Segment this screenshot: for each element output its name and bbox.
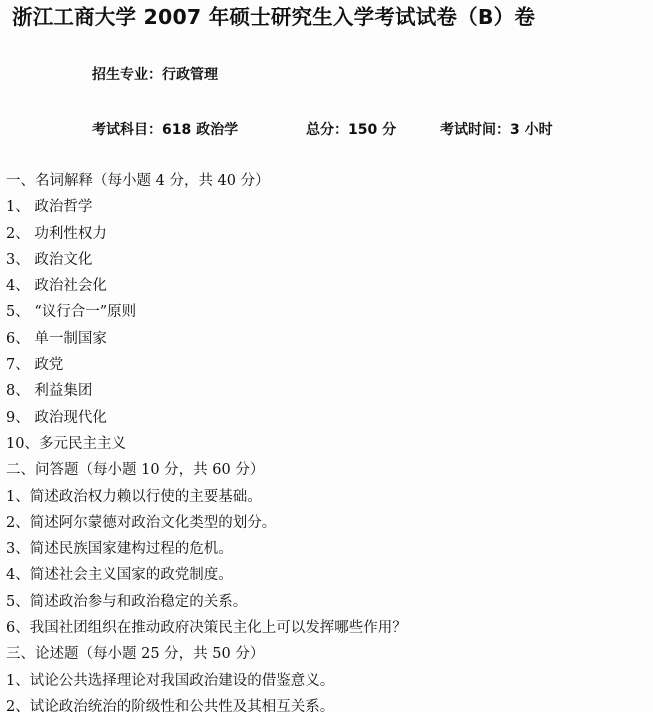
question-item: 6、我国社团组织在推动政府决策民主化上可以发挥哪些作用？ [6,620,407,637]
exam-total-score: 总分：150 分 [306,122,397,138]
question-item: 3、简述民族国家建构过程的危机。 [6,541,233,558]
question-item: 1、简述政治权力赖以行使的主要基础。 [6,488,262,505]
question-item: 1、 政治哲学 [6,199,93,216]
section-heading-short-answer: 二、问答题（每小题 10 分，共 60 分） [6,462,265,479]
question-item: 4、简述社会主义国家的政党制度。 [6,567,233,584]
exam-meta-row [92,120,632,140]
question-item: 3、 政治文化 [6,251,93,268]
question-item: 6、 单一制国家 [6,330,107,347]
question-item: 7、 政党 [6,357,64,374]
question-item: 10、多元民主主义 [6,435,126,452]
exam-major: 招生专业：行政管理 [92,67,218,83]
question-item: 9、 政治现代化 [6,409,107,426]
question-item: 4、 政治社会化 [6,278,107,295]
question-item: 5、简述政治参与和政治稳定的关系。 [6,593,248,610]
question-item: 2、简述阿尔蒙德对政治文化类型的划分。 [6,514,277,531]
question-item: 5、 “议行合一”原则 [6,304,137,321]
question-item: 2、 功利性权力 [6,225,107,242]
section-heading-essay: 三、论述题（每小题 25 分，共 50 分） [6,646,265,663]
exam-subject: 考试科目：618 政治学 [92,122,239,138]
question-item: 2、试论政治统治的阶级性和公共性及其相互关系。 [6,698,335,715]
page-title: 浙江工商大学 2007 年硕士研究生入学考试试卷（B）卷 [12,5,536,29]
section-heading-definitions: 一、名词解释（每小题 4 分，共 40 分） [6,173,270,189]
exam-time: 考试时间：3 小时 [440,122,553,138]
question-list [6,168,646,720]
question-item: 1、试论公共选择理论对我国政治建设的借鉴意义。 [6,672,335,689]
question-item: 8、 利益集团 [6,383,93,400]
